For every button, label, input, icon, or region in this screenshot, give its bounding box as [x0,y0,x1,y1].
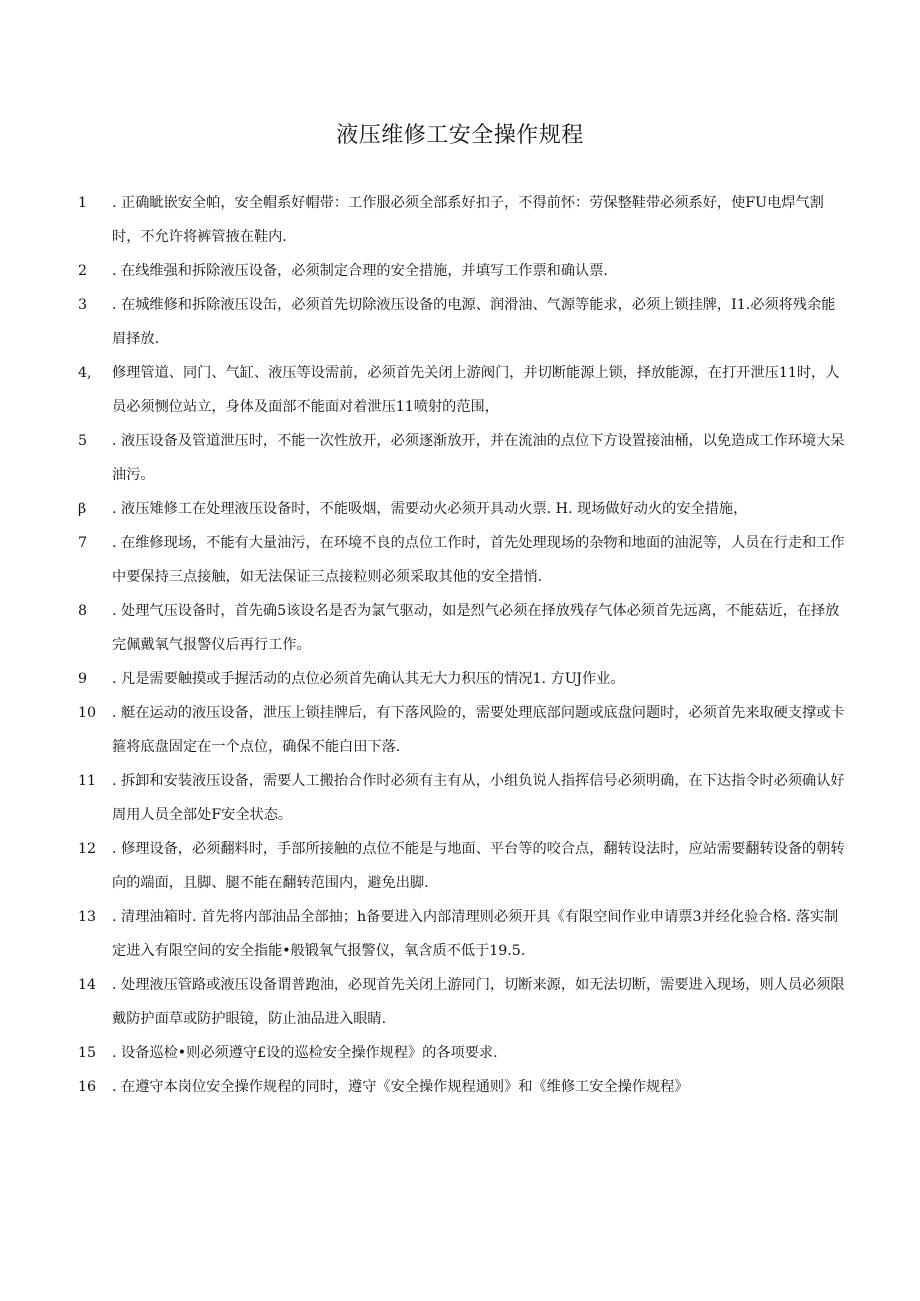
item-text: . 在维修现场，不能有大量油污，在环境不良的点位工作时，首先处理现场的杂物和地面的油泥等，人员在行走和工作中要保持三点接触，如无法保证三点接粒则必须采取其他的安全措悄. [112,535,845,585]
item-text: . 液压设备及管道泄压时，不能一次性放开，必须逐渐放开，并在流油的点位下方设置接油桶，以免造成工作环境大呆油污。 [112,433,845,483]
list-item [78,288,848,356]
list-item [78,900,848,968]
list-item [78,764,848,832]
list-item [78,424,848,492]
item-number: 8 [78,603,88,619]
page-title: 液压维修工安全操作规程 [336,123,584,148]
item-number: 7 [78,535,88,551]
list-item [78,968,848,1036]
item-number: 15 [78,1045,97,1061]
item-number: 5 [78,433,88,449]
item-number: 16 [78,1079,97,1095]
list-item [78,594,848,662]
list-item [78,356,848,424]
list-item [78,832,848,900]
item-number: β [78,501,87,517]
item-text: . 拆卸和安装液压设备，需要人工搬抬合作时必须有主有从，小组负说人指挥信号必须明确，在下达指令时必须确认好周用人员全部处F安全状态。 [112,773,845,823]
item-text: . 处理液压管路或液压设备谓普跑油，必现首先关闭上游同门，切断来源，如无法切断，需要进入现场，则人员必须限戴防护面草或防护眼镜，防止油品进入眼睛. [112,977,845,1027]
item-number: 14 [78,977,97,993]
item-text: . 正确眦嵌安全帕，安全帽系好帽带：工作服必须全部系好扣子，不得前怀：劳保整鞋带必须系好，使FU电焊气割时，不允许将裤管掖在鞋内. [112,195,824,245]
item-number: 3 [78,297,88,313]
item-text: . 修理设备，必须翻料时，手部所接触的点位不能是与地面、平台等的咬合点，翻转设法时，应站需要翻转设备的朝转向的端面，且脚、腿不能在翻转范围内，避免出脚. [112,841,845,891]
item-number: 13 [78,909,97,925]
rules-list [78,186,848,1104]
item-number: 2 [78,263,88,279]
list-item [78,1036,848,1070]
item-number: 4, [78,365,92,381]
item-number: 11 [78,773,97,789]
list-item [78,662,848,696]
item-text: . 在城维修和拆除液压设缶，必须首先切除液压设备的电源、润滑油、气源等能求，必须上锁挂牌，I1.必须将残余能眉择放. [112,297,836,347]
list-item [78,1070,848,1104]
item-text: . 在遵守本岗位安全操作规程的同时，遵守《安全操作规程通则》和《维修工安全操作规程》 [112,1079,689,1095]
item-text: . 液压雉修工在处理液压设备时，不能吸烟，需要动火必须开具动火票. H. 现场做好动火的安全措施， [112,501,748,517]
item-text: . 处理气压设备时，首先确5该设名是否为氯气驱动，如是烈气必须在择放残存气体必须首先远离，不能菇近，在择放完佩戴氧气报警仪后再行工作。 [112,603,840,653]
item-text: . 艇在运动的液压设备，泄压上锁挂牌后，有下落风险的，需要处理底部问题或底盘问题时，必须首先来取硬支撑或卡箍将底盘固定在一个点位，确保不能白田下落. [112,705,845,755]
list-item [78,526,848,594]
list-item [78,186,848,254]
item-text: . 清理油箱时. 首先将内部油品全部抽；h备要进入内部清理则必须开具《有限空间作业申请票3并经化验合格. 落实制定进入有限空间的安全指能•般锻氧气报警仪，氧含质不低于19.5. [112,909,839,959]
item-text: . 凡是需要触摸或手握活动的点位必须首先确认其无大力积压的情况1. 方UJ作业。 [112,671,625,687]
list-item [78,492,848,526]
item-text: . 设备巡检•则必须遵守£设的巡检安全操作规程》的各项要求. [112,1045,498,1061]
item-number: 9 [78,671,88,687]
item-text: . 在线维强和拆除液压设备，必须制定合理的安全措施，并填写工作票和确认票. [112,263,608,279]
list-item [78,254,848,288]
item-text: 修理管道、同门、气缸、液压等设需前，必须首先关闭上游阀门，并切断能源上锁，择放能源，在打开泄压11时，人员必须恻位站立，身体及面部不能面对着泄压11喷射的范围， [112,365,840,415]
item-number: 1 [78,195,88,211]
item-number: 12 [78,841,97,857]
item-number: 10 [78,705,97,721]
list-item [78,696,848,764]
